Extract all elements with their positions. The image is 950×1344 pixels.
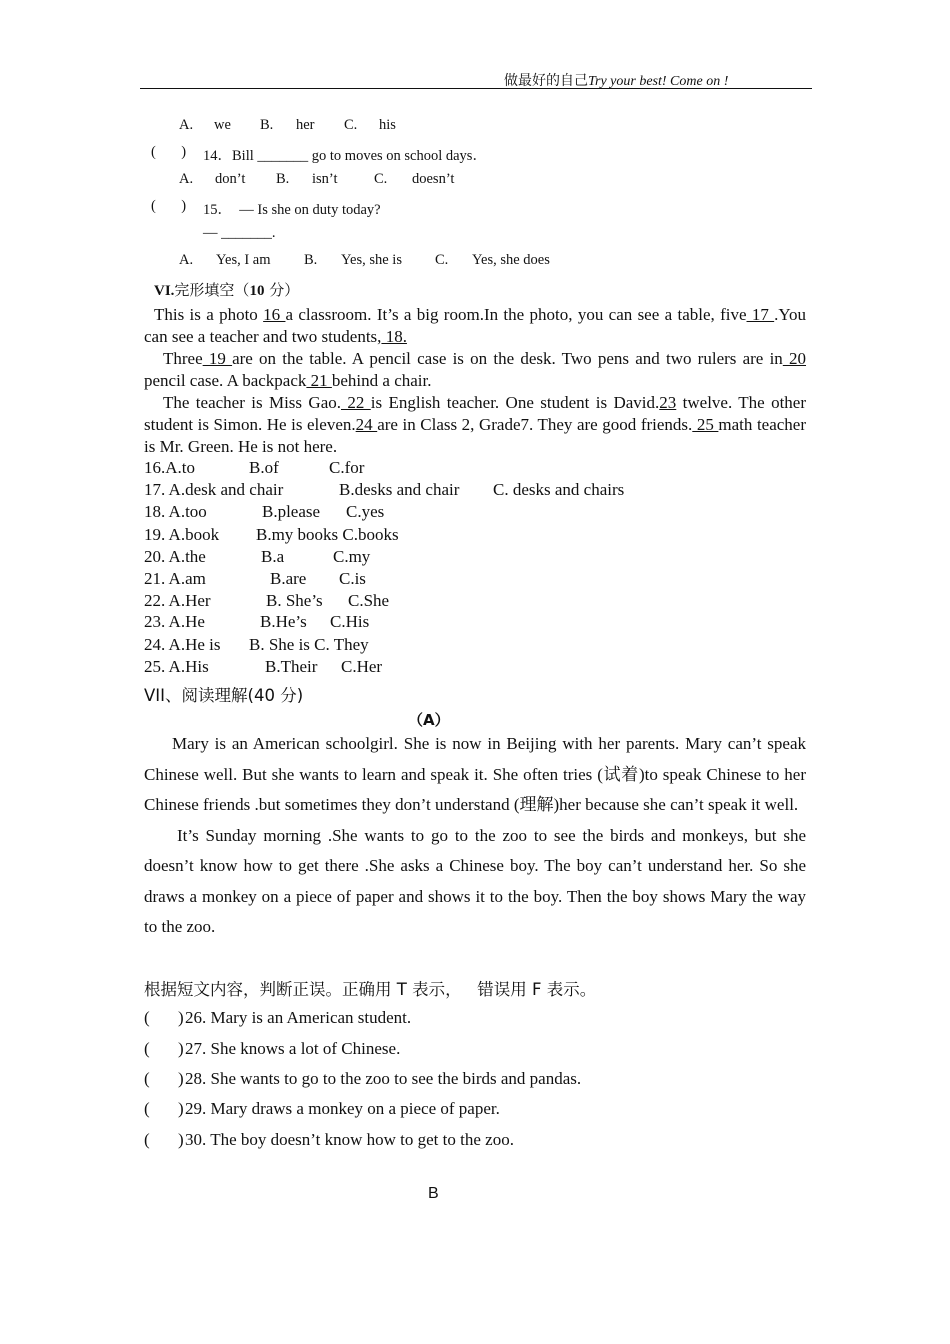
reading-passage-a	[144, 729, 806, 943]
cloze-passage	[144, 304, 806, 458]
tf-30-statement: 30. The boy doesn’t know how to get to the zoo.	[185, 1130, 514, 1149]
tf-27-paren: (	[144, 1039, 150, 1058]
q15-option-b: Yes, she is	[341, 252, 402, 268]
q14-option-c-letter: C.	[374, 171, 388, 187]
option-19-bc: B.my books C.books	[256, 525, 399, 544]
true-false-instruction: 根据短文内容，判断正误。正确用 T 表示， 错误用 F 表示。	[144, 980, 597, 999]
option-25-b: B.Their	[265, 657, 318, 676]
option-17-a: 17. A.desk and chair	[144, 480, 284, 499]
q14-option-b-letter: B.	[276, 171, 290, 187]
section-7-title: VII、阅读理解(40 分)	[144, 686, 304, 705]
q14-option-c: doesn’t	[412, 171, 455, 187]
q14-option-b: isn’t	[312, 171, 338, 187]
q15-option-b-letter: B.	[304, 252, 318, 268]
option-19-a: 19. A.book	[144, 525, 220, 544]
passage-a-label: （A）	[408, 711, 450, 729]
tf-27-statement: 27. She knows a lot of Chinese.	[185, 1039, 401, 1058]
option-17-b: B.desks and chair	[339, 480, 460, 499]
tf-29-statement: 29. Mary draws a monkey on a piece of paper.	[185, 1099, 500, 1118]
q15-question: 15． — Is she on duty today?	[203, 202, 381, 218]
q13-option-b: her	[296, 117, 315, 133]
blank-20: 20	[782, 349, 807, 368]
option-25-c: C.Her	[341, 657, 383, 676]
option-16-c: C.for	[329, 458, 365, 477]
tf-30-paren-close: )	[178, 1130, 184, 1149]
header-rule	[140, 88, 812, 89]
tf-28-paren: (	[144, 1069, 150, 1088]
option-17-c: C. desks and chairs	[493, 480, 625, 499]
header-motto-en: Try your best! Come on !	[588, 74, 729, 89]
cloze-paragraph-2: Three 19 are on the table. A pencil case is on the desk. Two pens and two rulers are in 20 pencil case. A backpack 21 behind a chair.	[144, 349, 807, 390]
section-6-title: VI.完形填空（10 分）	[154, 281, 300, 299]
q13-option-c-letter: C.	[344, 117, 358, 133]
option-22-a: 22. A.Her	[144, 591, 211, 610]
option-18-b: B.please	[262, 502, 321, 521]
option-22-c: C.She	[348, 591, 390, 610]
tf-28-statement: 28. She wants to go to the zoo to see the birds and pandas.	[185, 1069, 582, 1088]
option-20-a: 20. A.the	[144, 547, 206, 566]
blank-23: 23	[659, 393, 677, 412]
q15-option-c: Yes, she does	[472, 252, 550, 268]
cloze-paragraph-3: The teacher is Miss Gao. 22 is English teacher. One student is David.23 twelve. The other student is Simon. He is eleven.24 are in Class 2, Grade7. They are good friends. 25 math teacher is Mr. Green. He is not here.	[144, 393, 807, 456]
option-22-b: B. She’s	[266, 591, 323, 610]
tf-28-paren-close: )	[178, 1069, 184, 1088]
option-23-b: B.He’s	[260, 612, 307, 631]
q15-answer-blank: — _______.	[203, 225, 276, 241]
option-21-c: C.is	[339, 569, 366, 588]
option-18-a: 18. A.too	[144, 502, 207, 521]
q14-option-a-letter: A.	[179, 171, 194, 187]
option-20-b: B.a	[261, 547, 285, 566]
page-header	[504, 70, 728, 90]
option-18-c: C.yes	[346, 502, 385, 521]
tf-26-paren: (	[144, 1008, 150, 1027]
option-24-a: 24. A.He is	[144, 635, 221, 654]
header-motto-cn: 做最好的自己	[504, 73, 588, 89]
tf-26-statement: 26. Mary is an American student.	[185, 1008, 412, 1027]
tf-30-paren: (	[144, 1130, 150, 1149]
tf-29-paren: (	[144, 1099, 150, 1118]
q13-option-c: his	[379, 117, 396, 133]
option-23-c: C.His	[330, 612, 370, 631]
q14-question: 14．Bill _______ go to moves on school days．	[203, 148, 487, 164]
reading-paragraph-2: It’s Sunday morning .She wants to go to the zoo to see the birds and monkeys, but she doesn’t know how to get there .She asks a Chinese boy. The boy can’t understand her. So she draws a monkey on a piece of paper and shows it to the boy. Then the boy shows Mary the way to the zoo.	[144, 825, 806, 936]
q14-answer-paren: ( )	[151, 144, 187, 160]
reading-paragraph-1: Mary is an American schoolgirl. She is now in Beijing with her parents. Mary can’t speak Chinese well. But she wants to learn and speak it. She often tries (试着)to speak Chinese to her Chinese friends .but sometimes they don’t understand (理解)her because she can’t speak it well.	[144, 734, 806, 814]
option-24-bc: B. She is C. They	[249, 635, 369, 654]
option-16-a: 16.A.to	[144, 458, 195, 477]
q13-option-b-letter: B.	[260, 117, 274, 133]
option-23-a: 23. A.He	[144, 612, 205, 631]
blank-17: 17	[746, 305, 775, 324]
tf-26-paren-close: )	[178, 1008, 184, 1027]
blank-16: 16	[263, 305, 286, 324]
cloze-paragraph-1: This is a photo 16 a classroom. It’s a big room.In the photo, you can see a table, five 17 .You can see a teacher and two students, 18.	[144, 305, 806, 346]
option-25-a: 25. A.His	[144, 657, 209, 676]
tf-27-paren-close: )	[178, 1039, 184, 1058]
tf-29-paren-close: )	[178, 1099, 184, 1118]
option-16-b: B.of	[249, 458, 279, 477]
q13-option-a: we	[214, 117, 231, 133]
option-21-b: B.are	[270, 569, 307, 588]
blank-22: 22	[341, 393, 371, 412]
q13-option-a-letter: A.	[179, 117, 194, 133]
blank-21: 21	[306, 371, 332, 390]
option-21-a: 21. A.am	[144, 569, 206, 588]
blank-25: 25	[692, 415, 719, 434]
q14-option-a: don’t	[215, 171, 246, 187]
blank-18: 18.	[381, 327, 407, 346]
q15-option-c-letter: C.	[435, 252, 449, 268]
q15-option-a: Yes, I am	[216, 252, 271, 268]
blank-24: 24	[355, 415, 378, 434]
page-footer-label: B	[428, 1185, 439, 1202]
q15-answer-paren: ( )	[151, 198, 187, 214]
q15-option-a-letter: A.	[179, 252, 194, 268]
option-20-c: C.my	[333, 547, 371, 566]
blank-19: 19	[202, 349, 233, 368]
